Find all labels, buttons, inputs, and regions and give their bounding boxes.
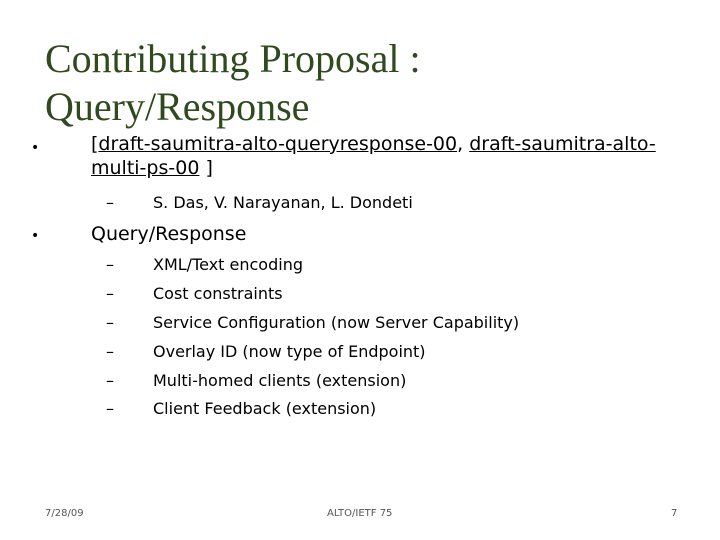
bullet-query-response: Query/Response xyxy=(91,223,247,245)
dash-marker: – xyxy=(106,255,114,274)
dash-marker: – xyxy=(106,399,114,418)
bullet-references xyxy=(91,132,691,156)
title-line-1: Contributing Proposal : xyxy=(45,36,421,81)
page-number: 7 xyxy=(671,508,678,519)
footer-center: ALTO/IETF 75 xyxy=(327,508,393,519)
authors: S. Das, V. Narayanan, L. Dondeti xyxy=(153,193,413,212)
dash-marker: – xyxy=(106,313,114,332)
dash-marker: – xyxy=(106,342,114,361)
bracket-open: [ xyxy=(91,133,99,155)
dash-marker: – xyxy=(106,371,114,390)
dash-marker: – xyxy=(106,193,114,212)
sub-item: Service Configuration (now Server Capability) xyxy=(153,313,520,332)
draft-queryresponse-link[interactable]: draft-saumitra-alto-queryresponse-00 xyxy=(98,133,458,155)
footer-date: 7/28/09 xyxy=(45,508,84,519)
bracket-close: ] xyxy=(199,157,213,179)
sub-item: Overlay ID (now type of Endpoint) xyxy=(153,342,426,361)
bullet-marker: • xyxy=(31,140,40,156)
draft-multi-ps-link[interactable]: draft-saumitra-alto- xyxy=(469,133,656,155)
title-line-2: Query/Response xyxy=(45,84,310,129)
sub-item: Multi-homed clients (extension) xyxy=(153,371,407,390)
slide-title xyxy=(45,35,685,131)
sub-item: Cost constraints xyxy=(153,284,283,303)
bullet-references-cont xyxy=(91,156,213,180)
bullet-marker: • xyxy=(31,228,40,244)
separator: , xyxy=(457,133,470,155)
draft-multi-ps-link-cont[interactable]: multi-ps-00 xyxy=(91,157,200,179)
dash-marker: – xyxy=(106,284,114,303)
sub-item: Client Feedback (extension) xyxy=(153,399,377,418)
sub-item: XML/Text encoding xyxy=(153,255,303,274)
